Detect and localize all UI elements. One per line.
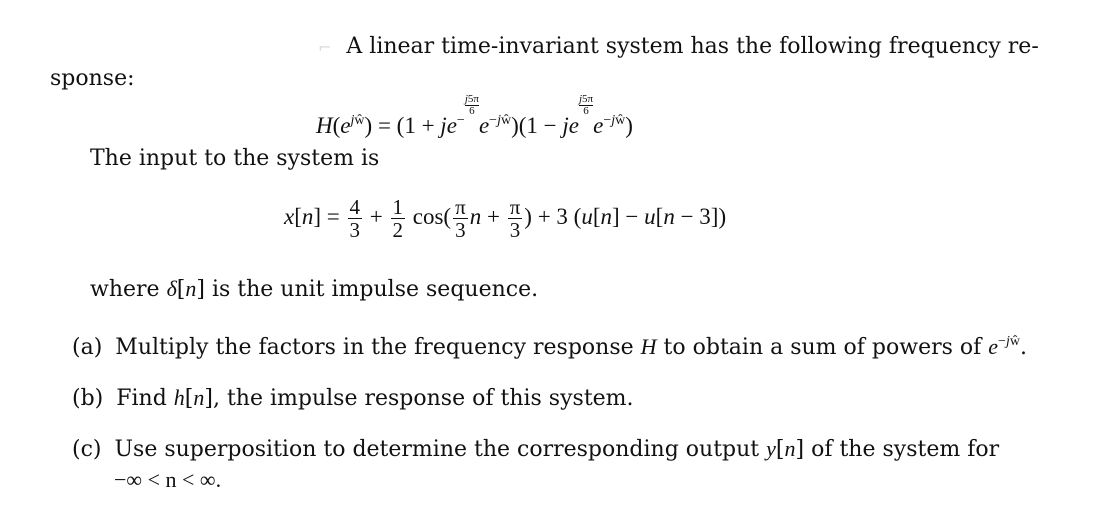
cursor-mark: ⌐ <box>318 38 332 57</box>
question-c-label: (c) <box>72 437 102 462</box>
question-b: (b) Find h[n], the impulse response of this system. <box>72 385 634 411</box>
question-a-label: (a) <box>72 335 103 360</box>
question-c: (c) Use superposition to determine the corresponding output y[n] of the system for <box>72 436 1000 462</box>
input-intro: The input to the system is <box>90 146 380 171</box>
frequency-response-equation: $H(e^{jŵ}) = (1 + je^{- \frac{j5\pi}{6}}$ $e^{-jŵ})(1$ − je $^{\frac{j5\pi}{6}}$ $e^{-jŵ}$) <box>316 93 633 138</box>
delta-note: where δ[n] is the unit impulse sequence. <box>90 276 539 302</box>
intro-line-1: ⌐ A linear time-invariant system has the following frequency re- <box>318 34 1039 59</box>
question-c-range: −∞ < n < ∞. <box>114 467 222 492</box>
input-equation: x[n] = $\frac{4}{3}$ + $\frac{1}{2}$ cos( $\frac{\pi}{3}$ n + $\frac{\pi}{3}$ ) + 3 (u[n] − u[n − 3]) <box>284 195 727 242</box>
question-b-label: (b) <box>72 386 104 411</box>
intro-line-2: sponse: <box>50 66 135 91</box>
question-a: (a) Multiply the factors in the frequency response H to obtain a sum of powers of $e^{-jŵ}$. <box>72 334 1027 360</box>
